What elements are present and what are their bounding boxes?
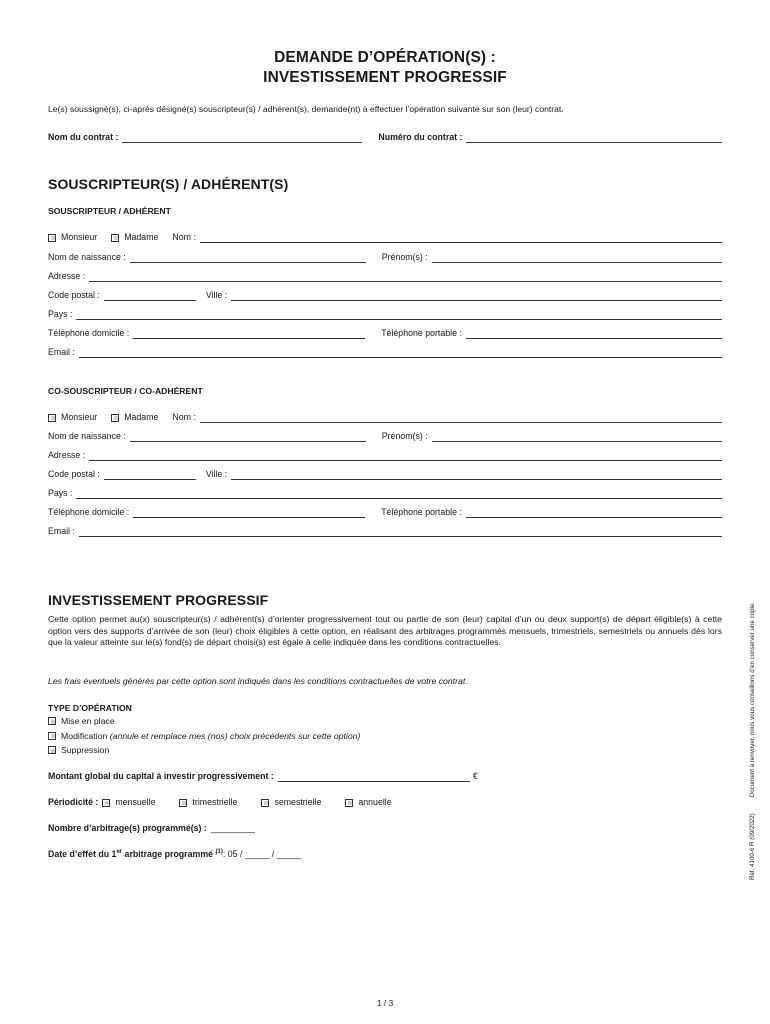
- operation-modification-option[interactable]: Modification (annule et remplace mes (nos) choix précédents sur cette option): [48, 729, 360, 744]
- intro-text: Le(s) soussigné(s), ci-après désigné(s) souscripteur(s) / adhérent(s), demande(nt) à effectuer l’opération suivante sur son (leur) contrat.: [48, 104, 564, 114]
- birthname-label: Nom de naissance :: [48, 252, 126, 262]
- cosubscriber-birthname-row: [48, 430, 722, 442]
- email-field[interactable]: [79, 349, 722, 358]
- city-label: Ville :: [205, 469, 228, 479]
- address-field[interactable]: [89, 452, 722, 461]
- checkbox-icon[interactable]: [111, 414, 119, 422]
- subscriber-country-row: [48, 308, 722, 320]
- document-title-line1: DEMANDE D’OPÉRATION(S) :: [274, 49, 496, 66]
- email-label: Email :: [48, 347, 75, 357]
- firstname-field[interactable]: [432, 433, 722, 442]
- periodicity-annual-option[interactable]: annuelle: [345, 797, 391, 808]
- checkbox-icon[interactable]: [345, 799, 353, 807]
- mobile-phone-label: Téléphone portable :: [381, 507, 462, 517]
- postcode-field[interactable]: [104, 292, 196, 301]
- option-monsieur[interactable]: Monsieur: [48, 412, 97, 423]
- home-phone-field[interactable]: [133, 509, 365, 518]
- periodicity-label: Périodicité :: [48, 797, 99, 807]
- contract-name-field[interactable]: [122, 134, 362, 143]
- country-label: Pays :: [48, 488, 73, 498]
- birthname-field[interactable]: [130, 433, 366, 442]
- cosubscriber-phone-row: [48, 506, 722, 518]
- cosubscriber-subtitle: CO-SOUSCRIPTEUR / CO-ADHÉRENT: [48, 386, 203, 396]
- arbitrage-count-field[interactable]: _________: [210, 823, 255, 833]
- return-notice: Document à renvoyer, nous vous conseillons d’en conserver une copie.: [749, 601, 756, 798]
- subscriber-phone-row: [48, 327, 722, 339]
- subscriber-birthname-row: [48, 251, 722, 263]
- subscriber-city-row: [48, 289, 722, 301]
- option-monsieur[interactable]: Monsieur: [48, 232, 97, 243]
- checkbox-icon[interactable]: [48, 717, 56, 725]
- checkbox-icon[interactable]: [179, 799, 187, 807]
- mobile-phone-field[interactable]: [466, 330, 722, 339]
- checkbox-icon[interactable]: [261, 799, 269, 807]
- home-phone-label: Téléphone domicile :: [48, 328, 130, 338]
- firstname-field[interactable]: [432, 254, 722, 263]
- section-subscribers-title: SOUSCRIPTEUR(S) / ADHÉRENT(S): [48, 176, 289, 192]
- subscriber-address-row: [48, 270, 722, 282]
- contract-number-field[interactable]: [466, 134, 722, 143]
- effective-date-field[interactable]: : 05 / _____ / _____: [222, 849, 302, 859]
- arbitrage-count-row: [48, 822, 255, 834]
- postcode-field[interactable]: [104, 471, 196, 480]
- periodicity-row: [48, 796, 406, 808]
- nom-field[interactable]: [200, 234, 722, 243]
- section-progressive-title: INVESTISSEMENT PROGRESSIF: [48, 592, 269, 608]
- amount-row: [48, 770, 478, 782]
- cosubscriber-civility-row: [48, 411, 722, 423]
- effective-date-label: Date d’effet du 1er arbitrage programmé $^{(1)}$: [48, 849, 223, 859]
- periodicity-quarterly-option[interactable]: trimestrielle: [179, 797, 237, 808]
- operation-setup-option[interactable]: Mise en place: [48, 714, 360, 729]
- email-label: Email :: [48, 526, 75, 536]
- country-label: Pays :: [48, 309, 73, 319]
- checkbox-icon[interactable]: [102, 799, 110, 807]
- document-title-line2: INVESTISSEMENT PROGRESSIF: [263, 69, 507, 86]
- nom-label: Nom :: [172, 232, 196, 242]
- operation-type-title: TYPE D’OPÉRATION: [48, 703, 132, 713]
- address-field[interactable]: [89, 273, 722, 282]
- currency-symbol: €: [472, 771, 478, 781]
- nom-field[interactable]: [200, 414, 722, 423]
- option-description: Cette option permet au(x) souscripteur(s) / adhérent(s) d’orienter progressivement tout ou partie de son (leur) capital d’un ou deux support(s) de départ éligible(s) à cette option vers des supports d’arrivée de son (leur) choix éligibles à cette option, en réalisant des arbitrages programmés mensuels, trimestriels, semestriels ou annuels dès lors que la valeur atteinte sur le(s) fond(s) de départ choisi(s) est égale à celle indiquée dans les conditions contractuelles.: [48, 614, 722, 648]
- city-field[interactable]: [231, 471, 722, 480]
- checkbox-icon[interactable]: [111, 234, 119, 242]
- birthname-label: Nom de naissance :: [48, 431, 126, 441]
- country-field[interactable]: [76, 490, 722, 499]
- postcode-label: Code postal :: [48, 469, 100, 479]
- firstname-label: Prénom(s) :: [381, 431, 428, 441]
- address-label: Adresse :: [48, 271, 86, 281]
- cosubscriber-city-row: [48, 468, 722, 480]
- fees-note: Les frais éventuels générés par cette option sont indiqués dans les conditions contractuelles de votre contrat.: [48, 676, 468, 686]
- cosubscriber-email-row: [48, 525, 722, 537]
- document-reference: Réf. 4100-6 R (09/2022): [749, 813, 756, 880]
- operation-removal-option[interactable]: Suppression: [48, 743, 360, 758]
- nom-label: Nom :: [172, 412, 196, 422]
- contract-row: [48, 131, 722, 143]
- option-madame[interactable]: Madame: [111, 232, 158, 243]
- subscriber-subtitle: SOUSCRIPTEUR / ADHÉRENT: [48, 206, 171, 216]
- side-reference-text: [749, 586, 756, 880]
- option-madame[interactable]: Madame: [111, 412, 158, 423]
- modification-note: (annule et remplace mes (nos) choix précédents sur cette option): [109, 730, 361, 741]
- arbitrage-count-label: Nombre d’arbitrage(s) programmé(s) :: [48, 823, 207, 833]
- subscriber-civility-row: [48, 231, 722, 243]
- checkbox-icon[interactable]: [48, 414, 56, 422]
- checkbox-icon[interactable]: [48, 732, 56, 740]
- home-phone-field[interactable]: [133, 330, 365, 339]
- country-field[interactable]: [76, 311, 722, 320]
- birthname-field[interactable]: [130, 254, 366, 263]
- amount-label: Montant global du capital à investir progressivement :: [48, 771, 274, 781]
- effective-date-row: [48, 848, 301, 860]
- contract-name-label: Nom du contrat :: [48, 132, 119, 142]
- operation-type-options: [48, 714, 360, 758]
- address-label: Adresse :: [48, 450, 86, 460]
- cosubscriber-country-row: [48, 487, 722, 499]
- cosubscriber-address-row: [48, 449, 722, 461]
- mobile-phone-label: Téléphone portable :: [381, 328, 462, 338]
- mobile-phone-field[interactable]: [466, 509, 722, 518]
- city-field[interactable]: [231, 292, 722, 301]
- email-field[interactable]: [79, 528, 722, 537]
- postcode-label: Code postal :: [48, 290, 100, 300]
- periodicity-monthly-option[interactable]: mensuelle: [102, 797, 155, 808]
- firstname-label: Prénom(s) :: [381, 252, 428, 262]
- subscriber-email-row: [48, 346, 722, 358]
- home-phone-label: Téléphone domicile :: [48, 507, 130, 517]
- amount-field[interactable]: [278, 773, 470, 782]
- periodicity-semiannual-option[interactable]: semestrielle: [261, 797, 321, 808]
- page-number: 1 / 3: [376, 998, 394, 1008]
- checkbox-icon[interactable]: [48, 234, 56, 242]
- city-label: Ville :: [205, 290, 228, 300]
- contract-number-label: Numéro du contrat :: [378, 132, 463, 142]
- checkbox-icon[interactable]: [48, 746, 56, 754]
